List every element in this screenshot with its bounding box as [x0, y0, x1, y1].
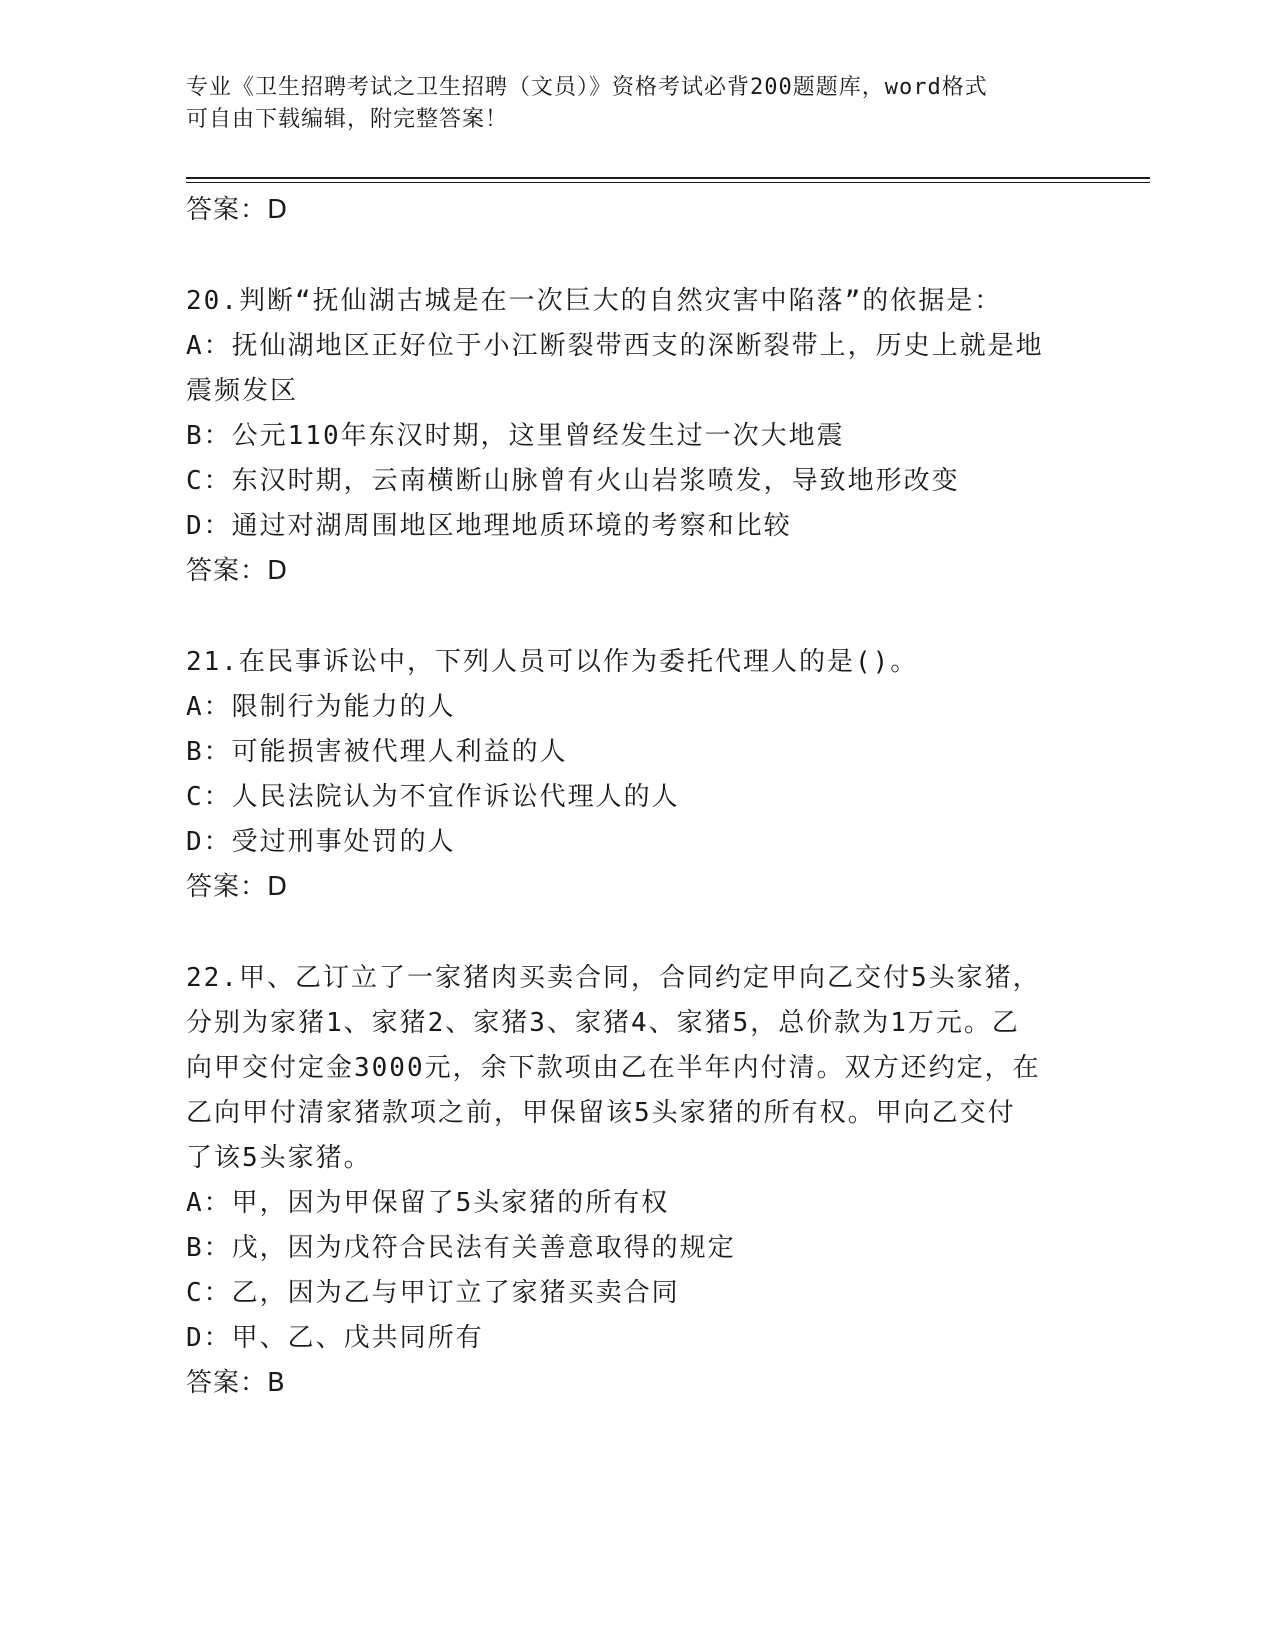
question-text: 21.在民事诉讼中，下列人员可以作为委托代理人的是()。: [186, 647, 919, 677]
question-text: 乙向甲付清家猪款项之前，甲保留该5头家猪的所有权。甲向乙交付: [186, 1098, 1016, 1128]
document-body: [186, 188, 1086, 1405]
header-rule-thin: [186, 182, 1150, 183]
answer-line: 答案：D: [186, 872, 289, 902]
option-a: A：甲，因为甲保留了5头家猪的所有权: [186, 1188, 670, 1218]
option-a-continuation: 震频发区: [186, 376, 299, 406]
header-rule-thick: [186, 177, 1150, 179]
option-b: B：可能损害被代理人利益的人: [186, 737, 568, 767]
question-text: 分别为家猪1、家猪2、家猪3、家猪4、家猪5，总价款为1万元。乙: [186, 1008, 1020, 1038]
option-d: D：通过对湖周围地区地理地质环境的考察和比较: [186, 511, 792, 541]
option-b: B：公元110年东汉时期，这里曾经发生过一次大地震: [186, 421, 845, 451]
option-c: C：东汉时期，云南横断山脉曾有火山岩浆喷发，导致地形改变: [186, 466, 960, 496]
answer-line: 答案：B: [186, 1368, 286, 1398]
question-text: 20.判断“抚仙湖古城是在一次巨大的自然灾害中陷落”的依据是：: [186, 286, 1003, 316]
option-c: C：乙，因为乙与甲订立了家猪买卖合同: [186, 1278, 680, 1308]
question-text: 22.甲、乙订立了一家猪肉买卖合同，合同约定甲向乙交付5头家猪，: [186, 963, 1041, 993]
option-d: D：受过刑事处罚的人: [186, 827, 456, 857]
spacer: [186, 232, 1086, 279]
header-line-1: 专业《卫生招聘考试之卫生招聘（文员）》资格考试必背200题题库，word格式: [186, 75, 988, 100]
option-d: D：甲、乙、戊共同所有: [186, 1323, 484, 1353]
question-block: [186, 279, 1086, 593]
question-text: 了该5头家猪。: [186, 1143, 372, 1173]
document-header: [186, 72, 1086, 136]
option-b: B：戊，因为戊符合民法有关善意取得的规定: [186, 1233, 736, 1263]
option-a: A：限制行为能力的人: [186, 692, 456, 722]
answer-line: 答案：D: [186, 556, 289, 586]
spacer: [186, 593, 1086, 640]
option-a: A：抚仙湖地区正好位于小江断裂带西支的深断裂带上，历史上就是地: [186, 331, 1044, 361]
answer-line: 答案：D: [186, 195, 289, 225]
question-block: [186, 956, 1086, 1405]
spacer: [186, 909, 1086, 956]
option-c: C：人民法院认为不宜作诉讼代理人的人: [186, 782, 680, 812]
question-block: [186, 640, 1086, 909]
question-text: 向甲交付定金3000元，余下款项由乙在半年内付清。双方还约定，在: [186, 1053, 1041, 1083]
header-line-2: 可自由下载编辑，附完整答案！: [186, 107, 509, 132]
